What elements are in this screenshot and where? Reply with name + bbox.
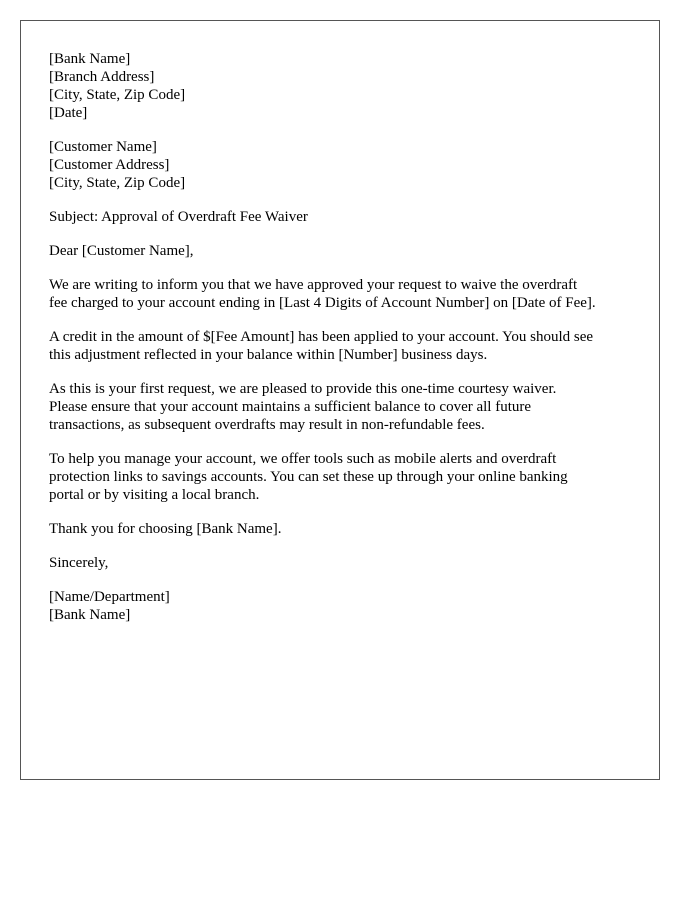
letter-body xyxy=(49,50,649,640)
recipient-address: [Customer Address] xyxy=(49,157,170,173)
signature-block xyxy=(49,588,649,624)
sender-branch-address: [Branch Address] xyxy=(49,69,155,85)
paragraph-line: portal or by visiting a local branch. xyxy=(49,487,260,503)
paragraph-credit xyxy=(49,328,649,364)
paragraph-line: To help you manage your account, we offer tools such as mobile alerts and overdraft xyxy=(49,451,557,467)
recipient-address-block xyxy=(49,138,649,192)
paragraph-line: A credit in the amount of $[Fee Amount] has been applied to your account. You should see xyxy=(49,329,594,345)
sender-address-block xyxy=(49,50,649,122)
paragraph-line: Thank you for choosing [Bank Name]. xyxy=(49,521,282,537)
sender-city-state-zip: [City, State, Zip Code] xyxy=(49,87,186,103)
salutation: Dear [Customer Name], xyxy=(49,243,194,259)
signature-name-department: [Name/Department] xyxy=(49,589,170,605)
subject-line: Subject: Approval of Overdraft Fee Waiver xyxy=(49,209,308,225)
paragraph-line: We are writing to inform you that we have approved your request to waive the overdraft xyxy=(49,277,578,293)
paragraph-line: fee charged to your account ending in [Last 4 Digits of Account Number] on [Date of Fee]. xyxy=(49,295,596,311)
letter-date: [Date] xyxy=(49,105,88,121)
paragraph-thanks xyxy=(49,520,649,538)
recipient-city-state-zip: [City, State, Zip Code] xyxy=(49,175,186,191)
letter-page xyxy=(20,20,660,780)
paragraph-line: transactions, as subsequent overdrafts may result in non-refundable fees. xyxy=(49,417,485,433)
paragraph-line: Please ensure that your account maintains a sufficient balance to cover all future xyxy=(49,399,532,415)
sender-bank-name: [Bank Name] xyxy=(49,51,131,67)
paragraph-courtesy xyxy=(49,380,649,434)
signature-bank-name: [Bank Name] xyxy=(49,607,131,623)
paragraph-line: protection links to savings accounts. You can set these up through your online banking xyxy=(49,469,568,485)
recipient-name: [Customer Name] xyxy=(49,139,157,155)
paragraph-approval xyxy=(49,276,649,312)
paragraph-line: this adjustment reflected in your balance within [Number] business days. xyxy=(49,347,488,363)
paragraph-line: As this is your first request, we are pleased to provide this one-time courtesy waiver. xyxy=(49,381,557,397)
closing: Sincerely, xyxy=(49,555,109,571)
paragraph-tools xyxy=(49,450,649,504)
